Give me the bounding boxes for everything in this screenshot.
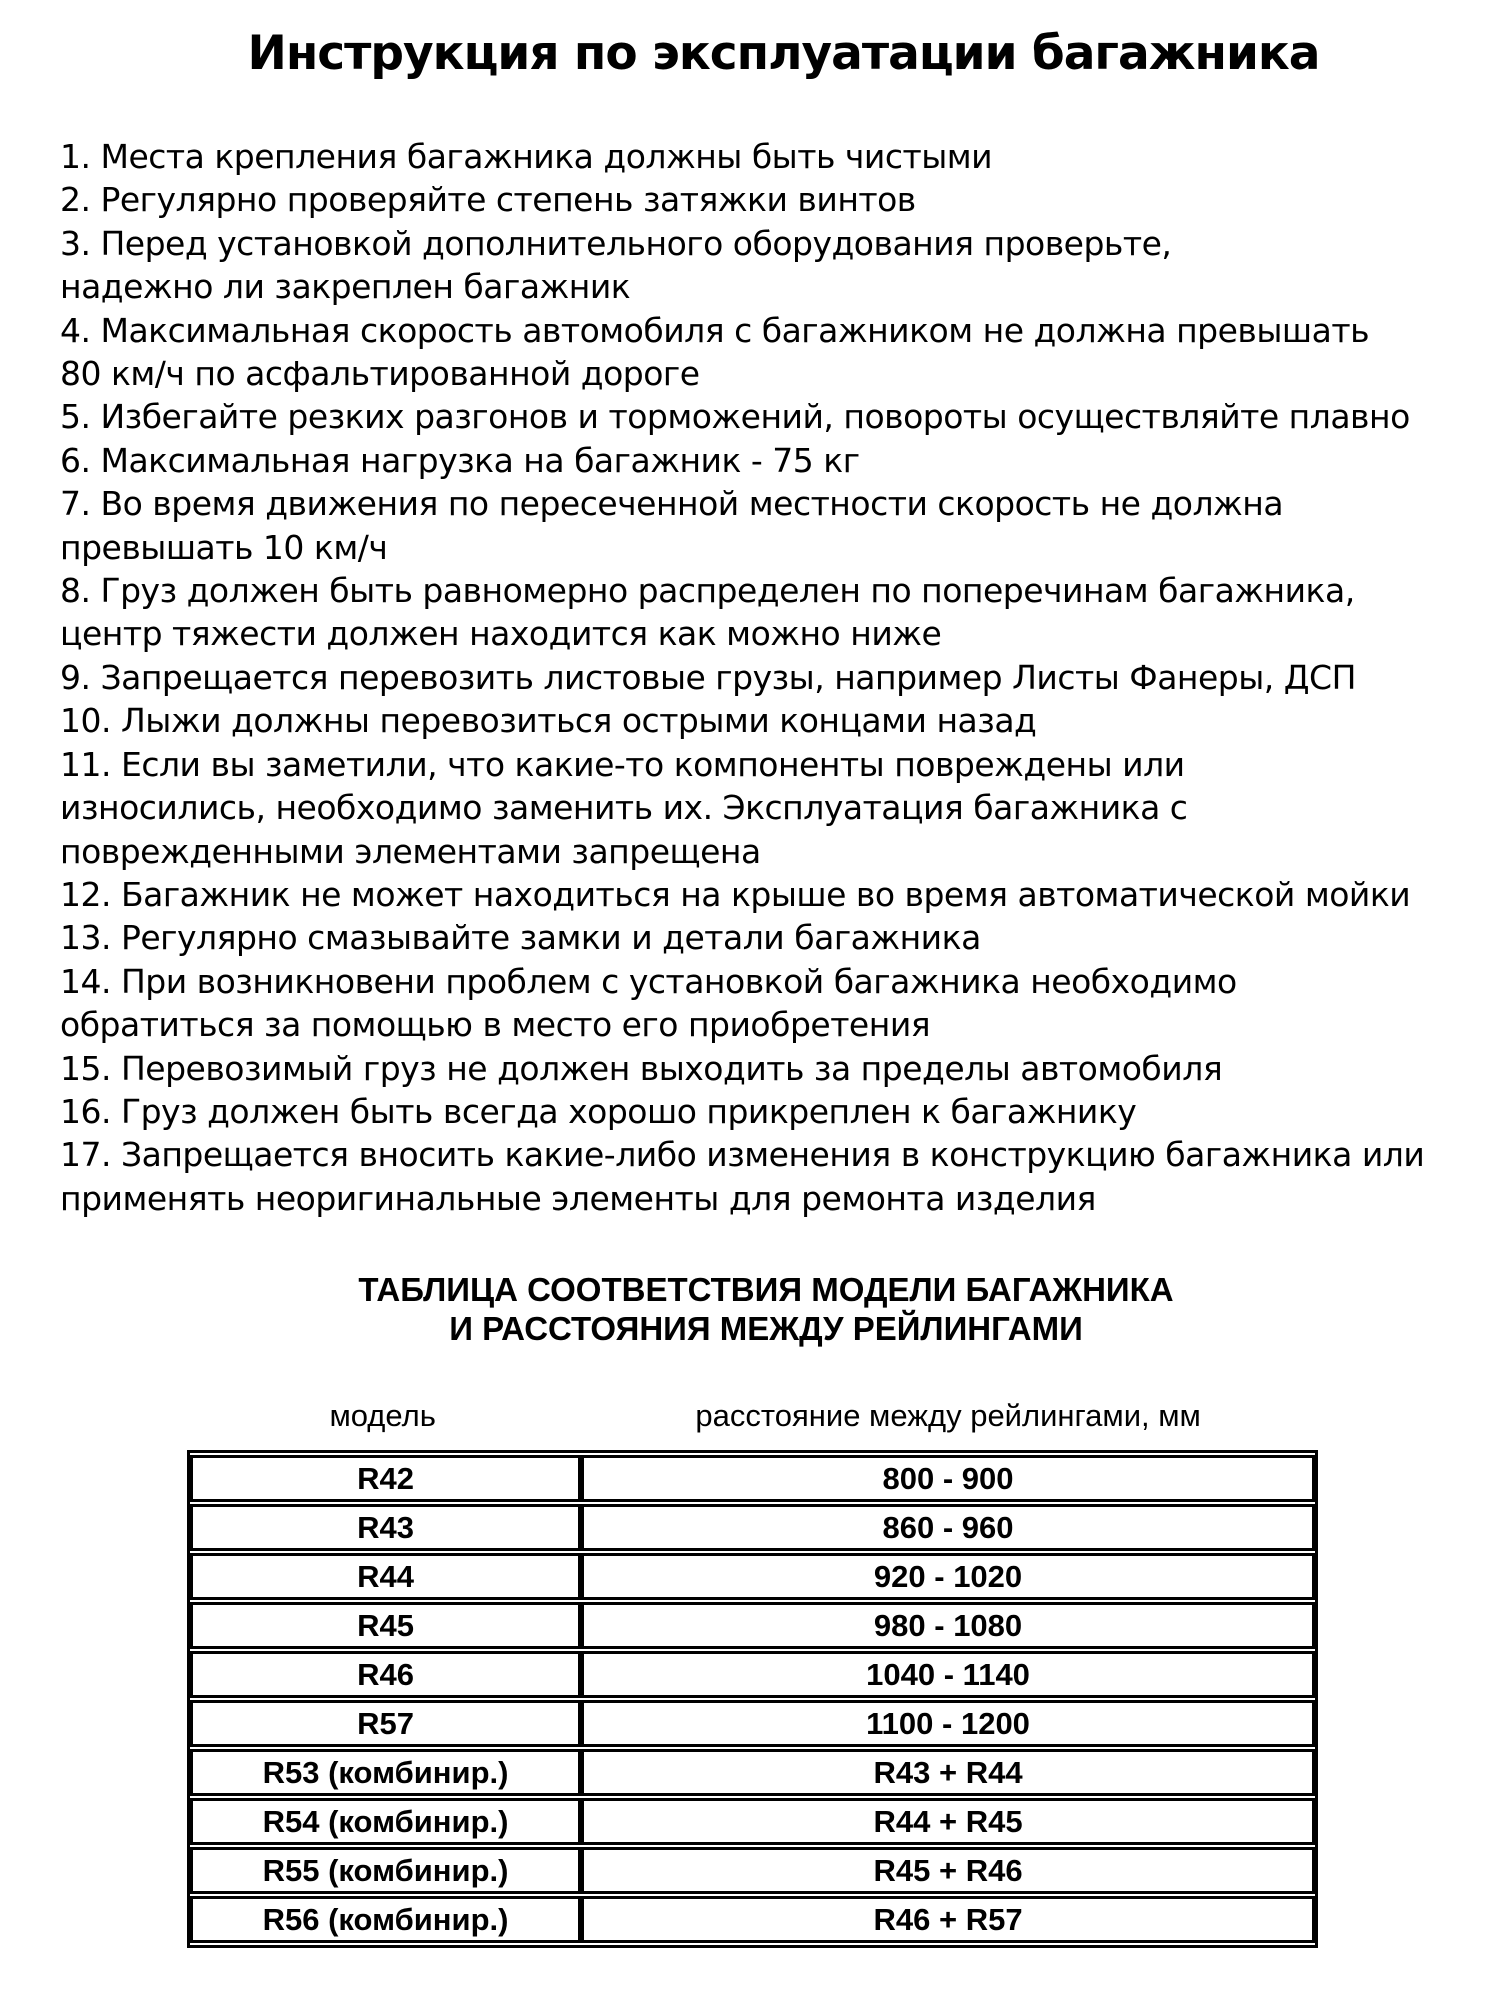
distance-cell: 1040 - 1140	[581, 1651, 1315, 1698]
model-cell: R44	[190, 1553, 581, 1600]
table-column-headers	[187, 1398, 1318, 1434]
rack-model-table	[187, 1450, 1318, 1948]
instruction-line: 12. Багажник не может находиться на крыше во время автоматической мойки	[60, 874, 1411, 914]
model-cell: R57	[190, 1700, 581, 1747]
distance-cell: R45 + R46	[581, 1847, 1315, 1894]
table-row	[190, 1455, 1315, 1502]
instruction-line: 16. Груз должен быть всегда хорошо прикреплен к багажнику	[60, 1091, 1137, 1131]
instruction-line: 15. Перевозимый груз не должен выходить за пределы автомобиля	[60, 1048, 1223, 1088]
instruction-line: поврежденными элементами запрещена	[60, 831, 761, 871]
instruction-list	[60, 135, 1452, 1220]
instruction-line: 7. Во время движения по пересеченной местности скорость не должна	[60, 484, 1284, 524]
instruction-line: 8. Груз должен быть равномерно распределен по поперечинам багажника,	[60, 571, 1355, 611]
distance-cell: 980 - 1080	[581, 1602, 1315, 1649]
table-section-title-line1: ТАБЛИЦА СООТВЕТСТВИЯ МОДЕЛИ БАГАЖНИКА	[358, 1271, 1174, 1309]
model-cell: R43	[190, 1504, 581, 1551]
model-cell: R54 (комбинир.)	[190, 1798, 581, 1845]
instruction-line: 4. Максимальная скорость автомобиля с багажником не должна превышать	[60, 310, 1370, 350]
table-row	[190, 1700, 1315, 1747]
distance-cell: R46 + R57	[581, 1896, 1315, 1943]
model-cell: R42	[190, 1455, 581, 1502]
model-cell: R55 (комбинир.)	[190, 1847, 581, 1894]
model-cell: R45	[190, 1602, 581, 1649]
table-row	[190, 1602, 1315, 1649]
table-row	[190, 1504, 1315, 1551]
table-row	[190, 1798, 1315, 1845]
distance-cell: 920 - 1020	[581, 1553, 1315, 1600]
model-cell: R53 (комбинир.)	[190, 1749, 581, 1796]
distance-cell: R44 + R45	[581, 1798, 1315, 1845]
instruction-line: 3. Перед установкой дополнительного оборудования проверьте,	[60, 223, 1172, 263]
instruction-line: 13. Регулярно смазывайте замки и детали багажника	[60, 918, 981, 958]
column-header-distance: расстояние между рейлингами, мм	[695, 1398, 1201, 1434]
instruction-line: износились, необходимо заменить их. Эксплуатация багажника с	[60, 788, 1188, 828]
table-row	[190, 1896, 1315, 1943]
instruction-line: применять неоригинальные элементы для ремонта изделия	[60, 1178, 1096, 1218]
instruction-line: 1. Места крепления багажника должны быть чистыми	[60, 137, 993, 176]
instruction-line: превышать 10 км/ч	[60, 527, 388, 567]
distance-cell: R43 + R44	[581, 1749, 1315, 1796]
model-cell: R46	[190, 1651, 581, 1698]
table-section-title	[0, 1270, 1512, 1348]
table-section-title-line2: И РАССТОЯНИЯ МЕЖДУ РЕЙЛИНГАМИ	[449, 1310, 1083, 1348]
instruction-line: 14. При возникновени проблем с установкой багажника необходимо	[60, 961, 1237, 1001]
instruction-line: 5. Избегайте резких разгонов и торможений, повороты осуществляйте плавно	[60, 397, 1410, 437]
column-header-model: модель	[329, 1398, 436, 1434]
distance-cell: 800 - 900	[581, 1455, 1315, 1502]
table-row	[190, 1847, 1315, 1894]
instruction-line: 11. Если вы заметили, что какие-то компоненты повреждены или	[60, 744, 1185, 784]
table-row	[190, 1553, 1315, 1600]
instruction-line: 2. Регулярно проверяйте степень затяжки винтов	[60, 180, 916, 220]
instruction-line: 17. Запрещается вносить какие-либо изменения в конструкцию багажника или	[60, 1135, 1425, 1175]
instruction-line: 9. Запрещается перевозить листовые грузы, например Листы Фанеры, ДСП	[60, 657, 1356, 697]
distance-cell: 860 - 960	[581, 1504, 1315, 1551]
rack-model-table-body	[190, 1455, 1315, 1943]
instruction-line: надежно ли закреплен багажник	[60, 267, 631, 307]
instruction-line: обратиться за помощью в место его приобретения	[60, 1005, 931, 1045]
instruction-line: 6. Максимальная нагрузка на багажник - 75 кг	[60, 440, 860, 480]
table-row	[190, 1651, 1315, 1698]
page-title: Инструкция по эксплуатации багажника	[247, 26, 1320, 81]
distance-cell: 1100 - 1200	[581, 1700, 1315, 1747]
table-row	[190, 1749, 1315, 1796]
instruction-line: 10. Лыжи должны перевозиться острыми концами назад	[60, 701, 1037, 741]
instruction-line: 80 км/ч по асфальтированной дороге	[60, 354, 700, 394]
instruction-line: центр тяжести должен находится как можно ниже	[60, 614, 942, 654]
model-cell: R56 (комбинир.)	[190, 1896, 581, 1943]
